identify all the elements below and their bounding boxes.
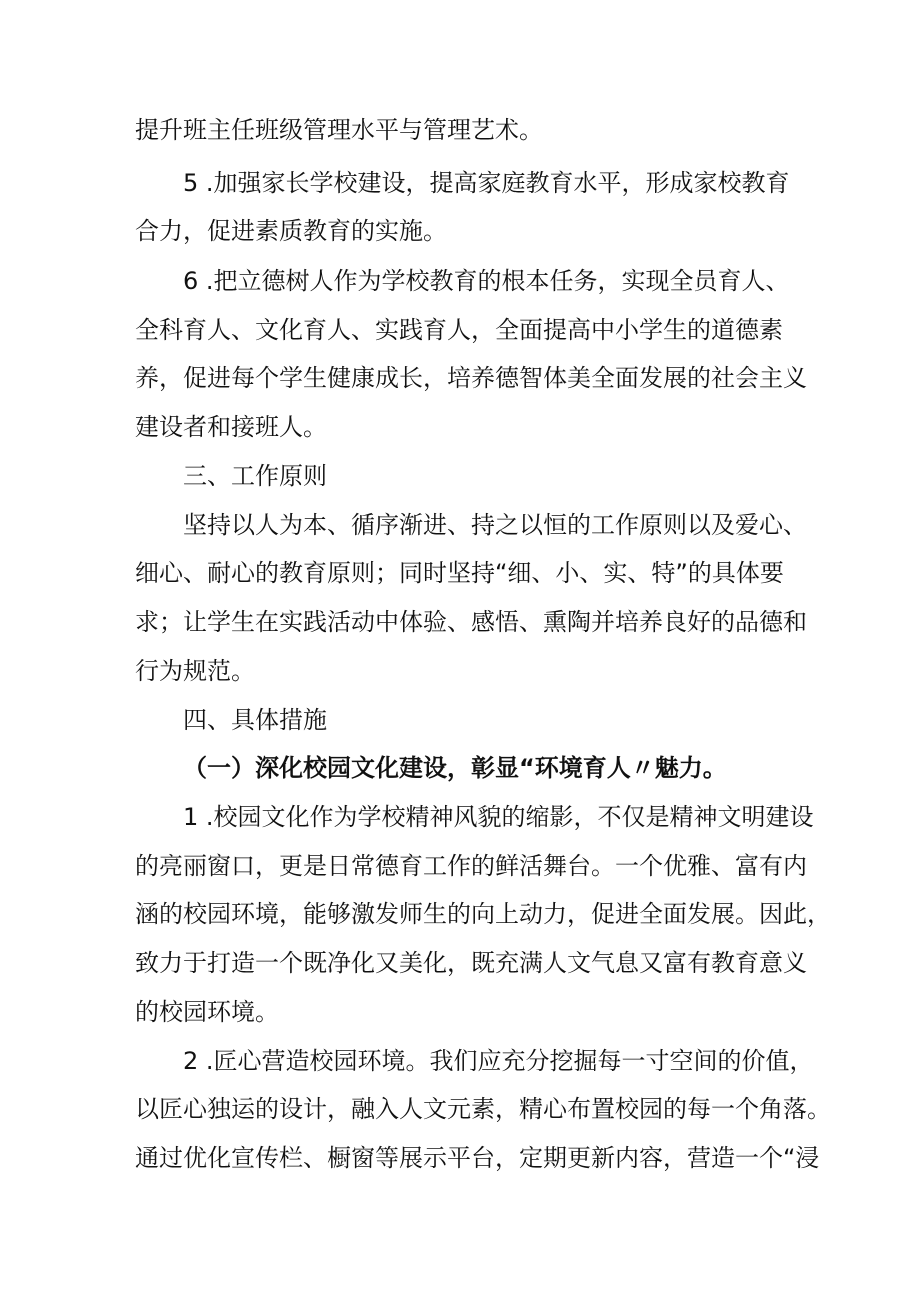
text-line: 通过优化宣传栏、橱窗等展示平台，定期更新内容，营造一个“浸 xyxy=(135,1144,820,1172)
text-line: 1 .校园文化作为学校精神风貌的缩影，不仅是精神文明建设 xyxy=(183,803,814,831)
text-line: 合力，促进素质教育的实施。 xyxy=(135,217,447,245)
text-line: 全科育人、文化育人、实践育人，全面提高中小学生的道德素 xyxy=(135,316,783,344)
text-line: 养，促进每个学生健康成长，培养德智体美全面发展的社会主义 xyxy=(135,364,807,392)
text-line: 致力于打造一个既净化又美化，既充满人文气息又富有教育意义 xyxy=(135,949,807,977)
text-line: 的亮丽窗口，更是日常德育工作的鲜活舞台。一个优雅、富有内 xyxy=(135,852,807,880)
subsection-heading: （一）深化校园文化建设，彰显“环境育人〃魅力。 xyxy=(183,754,727,782)
text-line: 细心、耐心的教育原则；同时坚持“细、小、实、特”的具体要 xyxy=(135,559,784,587)
text-line: 行为规范。 xyxy=(135,657,255,685)
text-line: 提升班主任班级管理水平与管理艺术。 xyxy=(135,116,543,144)
section-heading: 四、具体措施 xyxy=(183,706,327,734)
text-line: 涵的校园环境，能够激发师生的向上动力，促进全面发展。因此， xyxy=(135,900,831,928)
text-line: 2 .匠心营造校园环境。我们应充分挖掘每一寸空间的价值， xyxy=(183,1047,814,1075)
text-line: 6 .把立德树人作为学校教育的根本任务，实现全员育人、 xyxy=(183,267,790,295)
text-line: 建设者和接班人。 xyxy=(135,413,327,441)
text-line: 的校园环境。 xyxy=(135,998,279,1026)
text-line: 求；让学生在实践活动中体验、感悟、熏陶并培养良好的品德和 xyxy=(135,608,807,636)
text-line: 5 .加强家长学校建设，提高家庭教育水平，形成家校教育 xyxy=(183,169,790,197)
text-line: 坚持以人为本、循序渐进、持之以恒的工作原则以及爱心、 xyxy=(183,511,807,539)
text-line: 以匠心独运的设计，融入人文元素，精心布置校园的每一个角落。 xyxy=(135,1095,831,1123)
section-heading: 三、工作原则 xyxy=(183,462,327,490)
